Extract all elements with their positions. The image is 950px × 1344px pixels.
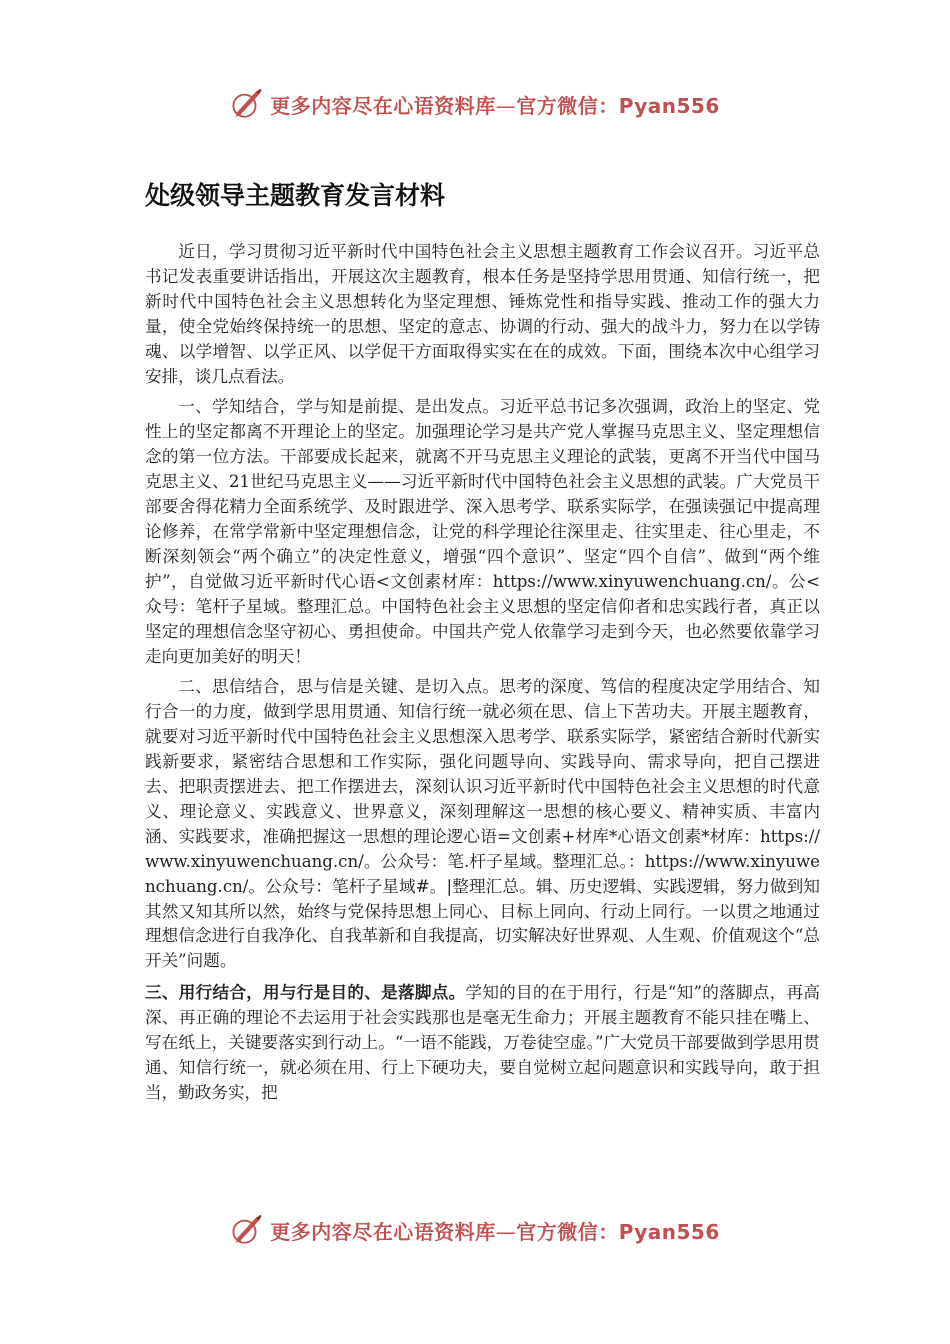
document-title: 处级领导主题教育发言材料 xyxy=(145,181,446,210)
paragraph-section-1: 一、学知结合，学与知是前提、是出发点。习近平总书记多次强调，政治上的坚定、党性上的坚定都离不开理论上的坚定。加强理论学习是共产党人掌握马克思主义、坚定理想信念的第一位方法。干部要成长起来，就离不开马克思主义理论的武装，更离不开当代中国马克思主义、21世纪马克思主义——习近平新时代中国特色社会主义思想的武装。广大党员干部要舍得花精力全面系统学、及时跟进学、深入思考学、联系实际学，在强读强记中提高理论修养，在常学常新中坚定理想信念，让党的科学理论往深里走、往实里走、往心里走，不断深刻领会“两个确立”的决定性意义，增强“四个意识”、坚定“四个自信”、做到“两个维护”，自觉做习近平新时代心语<文创素材库：https://www.xinyuwenchuang.cn/。公<众号：笔杆子星域。整理汇总。中国特色社会主义思想的坚定信仰者和忠实践行者，真正以坚定的理想信念坚守初心、勇担使命。中国共产党人依靠学习走到今天，也必然要依靠学习走向更加美好的明天！ xyxy=(145,397,820,666)
document-body xyxy=(145,178,820,1112)
banner-text: 更多内容尽在心语资料库—官方微信：Pyan556 xyxy=(270,1219,720,1244)
section-3-body: 学知的目的在于用行，行是“知”的落脚点，再高深、再正确的理论不去运用于社会实践那也是毫无生命力；开展主题教育不能只挂在嘴上、写在纸上，关键要落实到行动上。“一语不能践，万卷徒空虚。”广大党员干部要做到学思用贯通、知信行统一，就必须在用、行上下硬功夫，要自觉树立起问题意识和实践导向，敢于担当，勤政务实，把 xyxy=(145,983,821,1102)
paragraph-section-2: 二、思信结合，思与信是关键、是切入点。思考的深度、笃信的程度决定学用结合、知行合一的力度，做到学思用贯通、知信行统一就必须在思、信上下苦功夫。开展主题教育，就要对习近平新时代中国特色社会主义思想深入思考学、联系实际学，紧密结合新时代新实践新要求，紧密结合思想和工作实际，强化问题导向、实践导向、需求导向，把自己摆进去、把职责摆进去、把工作摆进去，深刻认识习近平新时代中国特色社会主义思想的时代意义、理论意义、实践意义、世界意义，深刻理解这一思想的核心要义、精神实质、丰富内涵、实践要求，准确把握这一思想的理论逻心语=文创素+材库*心语文创素*材库：https://www.xinyuwenchuang.cn/。公众号：笔.杆子星域。整理汇总。：https://www.xinyuwenchuang.cn/。公众号：笔杆子星域#。|整理汇总。辑、历史逻辑、实践逻辑，努力做到知其然又知其所以然，始终与党保持思想上同心、目标上同向、行动上同行。一以贯之地通过理想信念进行自我净化、自我革新和自我提高，切实解决好世界观、人生观、价值观这个“总开关”问题。 xyxy=(145,677,820,971)
pen-logo-icon xyxy=(230,87,264,121)
section-3-heading: 三、用行结合，用与行是目的、是落脚点。 xyxy=(145,982,466,1003)
header-banner xyxy=(0,84,950,124)
banner-text: 更多内容尽在心语资料库—官方微信：Pyan556 xyxy=(270,93,720,118)
footer-banner xyxy=(0,1210,950,1250)
pen-logo-icon xyxy=(230,1213,264,1247)
paragraph-intro: 近日，学习贯彻习近平新时代中国特色社会主义思想主题教育工作会议召开。习近平总书记发表重要讲话指出，开展这次主题教育，根本任务是坚持学思用贯通、知信行统一，把新时代中国特色社会主义思想转化为坚定理想、锤炼党性和指导实践、推动工作的强大力量，使全党始终保持统一的思想、坚定的意志、协调的行动、强大的战斗力，努力在以学铸魂、以学增智、以学正风、以学促干方面取得实实在在的成效。下面，围绕本次中心组学习安排，谈几点看法。 xyxy=(145,242,820,386)
paragraph-section-3 xyxy=(145,980,820,1106)
